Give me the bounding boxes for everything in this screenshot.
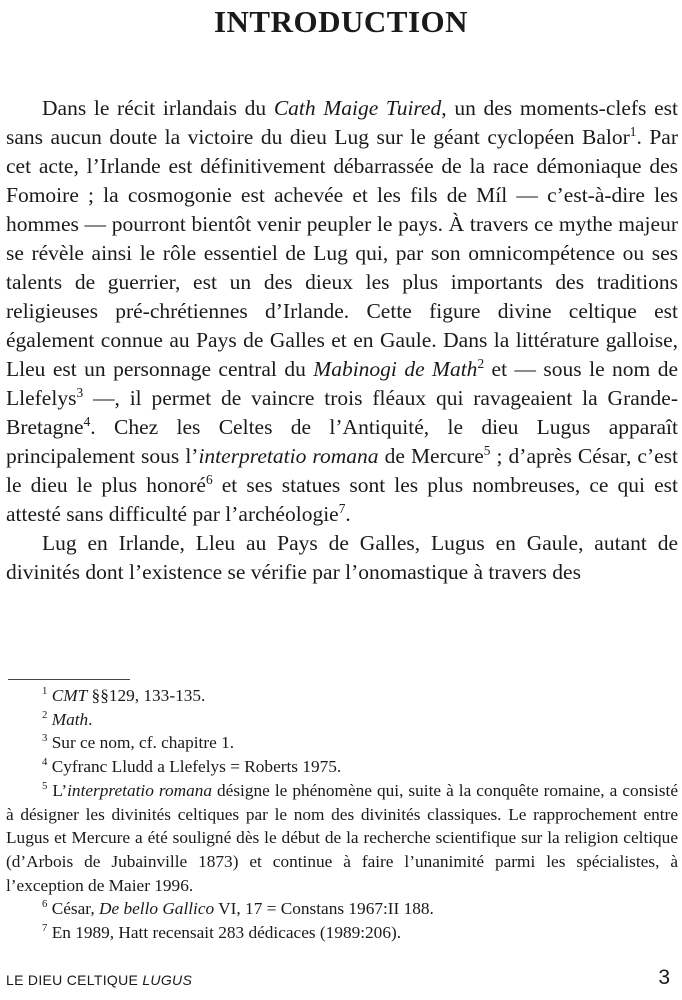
footnote-separator — [8, 679, 130, 680]
footnote — [6, 684, 678, 708]
italic-text: Cath Maige Tuired — [273, 96, 442, 120]
running-title-text: LE DIEU CELTIQUE — [6, 972, 139, 988]
paragraph — [6, 529, 678, 587]
footnote-number: 4 — [42, 756, 48, 769]
footnote — [6, 921, 678, 945]
text-run: désigne le phénomène qui, suite à la conquête romaine, a consisté à désigner les divinités celtiques par le nom des divinités classiques. Le rapprochement entre Lugus et Mercure a été souligné dès le début de la recherche scientifique sur la religion celtique (d’Arbois de Jubainville 1873) et continue à faire l’unanimité parmi les spécialistes, à l’exception de Maier 1996. — [6, 780, 678, 895]
italic-text: De bello Gallico — [98, 899, 215, 919]
footnote — [6, 731, 678, 755]
footnote-ref: 3 — [76, 384, 84, 400]
text-run: . Par cet acte, l’Irlande est définitivement débarrassée de la race démoniaque des Fomoire ; la cosmogonie est achevée et les fils de Míl — c’est-à-dire les hommes — pourront bientôt venir peupler le pays. À travers ce mythe majeur se révèle ainsi le rôle essentiel de Lug qui, par son omnicompétence ou ses talents de guerrier, est un des dieux les plus importants des traditions religieuses pré-chrétiennes d’Irlande. Cette figure divine celtique est également connue au Pays de Galles et en Gaule. Dans la littérature galloise, Lleu est un personnage central du — [6, 125, 678, 381]
chapter-title: INTRODUCTION — [213, 4, 469, 39]
text-run: , un des moments-clefs est sans aucun doute la victoire du dieu Lug sur le géant cyclopéen Balor — [6, 96, 678, 149]
footnote-ref: 5 — [483, 442, 491, 458]
footnote-ref: 2 — [477, 355, 485, 371]
text-run: . — [345, 502, 351, 526]
footnote-ref: 1 — [629, 123, 637, 139]
text-run: Lug en Irlande, Lleu au Pays de Galles, Lugus en Gaule, autant de divinités dont l’existence se vérifie par l’onomastique à travers des — [6, 531, 678, 584]
running-title-italic: LUGUS — [142, 972, 193, 988]
footnote-number: 5 — [42, 780, 48, 793]
italic-text: interpretatio romana — [198, 444, 379, 468]
footnote-number: 2 — [42, 708, 48, 721]
text-run: . Chez les Celtes de l’Antiquité, le dieu Lugus apparaît principalement sous l’ — [6, 415, 678, 468]
text-run: —, il permet de vaincre trois fléaux qui ravageaient la Grande-Bretagne — [6, 386, 678, 439]
text-run: . — [88, 709, 93, 729]
text-run: Sur ce nom, cf. chapitre 1. — [51, 733, 235, 753]
footnote-ref: 4 — [83, 413, 91, 429]
text-run: Dans le récit irlandais du — [42, 96, 274, 120]
footnote-number: 6 — [42, 898, 48, 911]
italic-text: Math — [51, 709, 89, 729]
footnote-number: 3 — [42, 732, 48, 745]
page-number: 3 — [658, 966, 670, 989]
italic-text: CMT — [51, 686, 88, 705]
footnote-ref: 7 — [338, 500, 346, 516]
footnote — [6, 897, 678, 921]
text-run: En 1989, Hatt recensait 283 dédicaces (1989:206). — [51, 923, 402, 943]
footnote — [6, 779, 678, 898]
text-run: Cyfranc Lludd a Llefelys = Roberts 1975. — [51, 757, 342, 777]
italic-text: Mabinogi de Math — [313, 357, 478, 381]
body-text — [6, 94, 678, 587]
footnote — [6, 708, 678, 732]
footnote-ref: 6 — [205, 471, 213, 487]
footnotes — [6, 684, 678, 945]
text-run: L’ — [52, 780, 68, 800]
text-run: §§129, 133-135. — [87, 686, 206, 705]
text-run: et — sous le nom de Llefelys — [6, 357, 678, 410]
running-title — [6, 972, 192, 988]
paragraph — [6, 94, 678, 529]
footnote — [6, 755, 678, 779]
text-run: César, — [51, 899, 99, 919]
italic-text: interpretatio romana — [67, 780, 212, 800]
text-run: VI, 17 = Constans 1967:II 188. — [214, 899, 434, 919]
page-footer — [0, 966, 682, 996]
text-run: et ses statues sont les plus nombreuses, ce qui est attesté sans difficulté par l’archéologie — [6, 473, 678, 526]
footnote-number: 7 — [42, 922, 48, 935]
text-run: ; d’après César, c’est le dieu le plus honoré — [6, 444, 678, 497]
text-run: de Mercure — [378, 444, 484, 468]
footnote-number: 1 — [42, 685, 48, 698]
